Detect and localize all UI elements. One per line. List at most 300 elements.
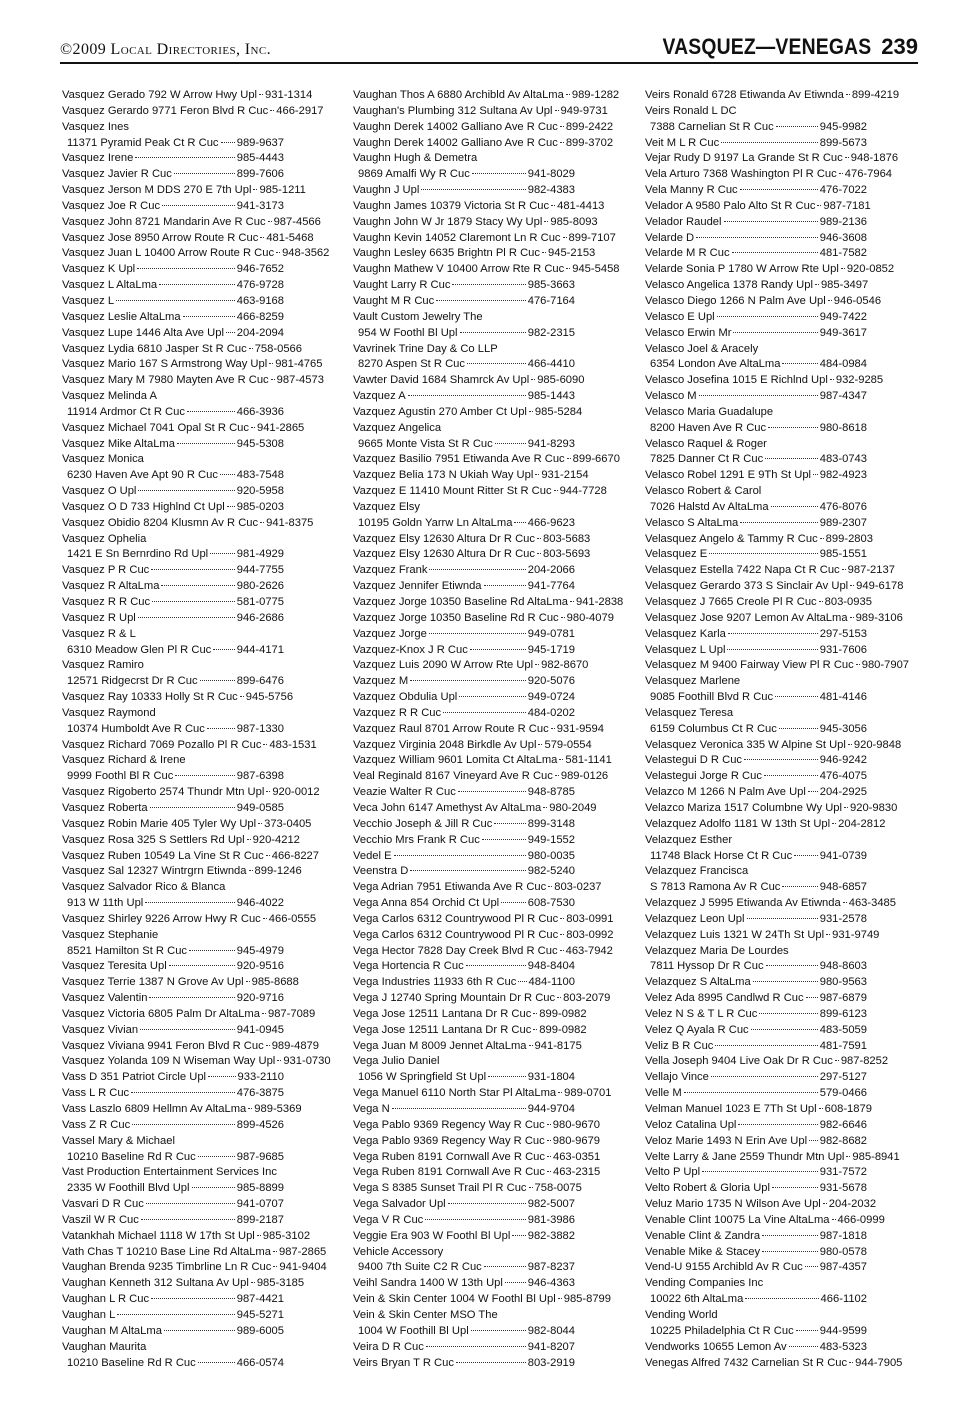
listing-phone: 985-1211 bbox=[259, 184, 306, 197]
listing-phone: 980-2626 bbox=[236, 580, 284, 593]
dot-leader bbox=[817, 205, 821, 206]
listing-name: Vazquez Frank bbox=[353, 564, 428, 577]
listing-entry bbox=[353, 864, 575, 880]
listing-name: Vazquez R R Cuc bbox=[353, 706, 442, 719]
listing-name: Velez Q Ayala R Cuc bbox=[645, 1023, 749, 1036]
dot-leader bbox=[192, 1187, 235, 1188]
listing-name: Vazquez Belia 173 N Ukiah Way Upl bbox=[353, 469, 534, 482]
dot-leader bbox=[159, 284, 235, 285]
listing-name: Velazquez Esther bbox=[645, 833, 733, 846]
listing-name: Velarde D bbox=[645, 231, 695, 244]
listing-phone: 463-7942 bbox=[565, 944, 613, 957]
dot-leader bbox=[271, 379, 275, 380]
dot-leader bbox=[699, 395, 818, 396]
listing-name: Vega Ruben 8191 Cornwall Ave R Cuc bbox=[353, 1166, 545, 1179]
dot-leader bbox=[544, 221, 548, 222]
dot-leader bbox=[518, 981, 526, 982]
listing-phone: 579-0466 bbox=[819, 1087, 867, 1100]
dot-leader bbox=[856, 664, 860, 665]
dot-leader bbox=[253, 189, 257, 190]
listing-name: Vaughan Kenneth 312 Sultana Av Upl bbox=[62, 1277, 249, 1290]
dot-leader bbox=[221, 142, 235, 143]
listing-name: Vega Hortencia R Cuc bbox=[353, 960, 464, 973]
listing-heading bbox=[353, 1245, 575, 1261]
listing-phone: 982-5007 bbox=[527, 1198, 575, 1211]
listing-heading bbox=[645, 1276, 867, 1292]
dot-leader bbox=[505, 1282, 526, 1283]
listing-name: Vending Companies Inc bbox=[645, 1277, 764, 1290]
listing-name: Velastegui D R Cuc bbox=[645, 754, 743, 767]
dot-leader bbox=[175, 775, 234, 776]
listing-phone: 941-0945 bbox=[236, 1023, 284, 1036]
listing-phone: 989-3106 bbox=[855, 611, 903, 624]
dot-leader bbox=[547, 1140, 551, 1141]
dot-leader bbox=[448, 1203, 526, 1204]
dot-leader bbox=[849, 1362, 853, 1363]
listing-phone: 484-0984 bbox=[819, 358, 867, 371]
listing-name: Velle M bbox=[645, 1087, 682, 1100]
dot-leader bbox=[227, 506, 235, 507]
listing-name: Vaught Larry R Cuc bbox=[353, 279, 451, 292]
dot-leader bbox=[702, 1171, 818, 1172]
listing-heading bbox=[645, 1308, 867, 1324]
dot-leader bbox=[772, 1187, 818, 1188]
listing-phone: 476-8076 bbox=[819, 500, 867, 513]
listing-name: Vazquez Basilio 7951 Etiwanda Ave R Cuc bbox=[353, 453, 565, 466]
listing-name: Vasquez Obidio 8204 Klusmn Av R Cuc bbox=[62, 516, 259, 529]
listing-name: Vazquez E 11410 Mount Ritter St R Cuc bbox=[353, 485, 552, 498]
dot-leader bbox=[138, 617, 235, 618]
listing-entry bbox=[62, 500, 284, 516]
listing-phone: 204-2812 bbox=[838, 817, 886, 830]
dot-leader bbox=[839, 173, 843, 174]
listing-entry bbox=[645, 1165, 867, 1181]
dot-leader bbox=[151, 569, 234, 570]
listing-entry bbox=[353, 1118, 601, 1134]
listing-name: Vaughan Brenda 9235 Timbrline Ln R Cuc bbox=[62, 1261, 272, 1274]
listing-entry bbox=[353, 405, 583, 421]
dot-leader bbox=[782, 886, 817, 887]
dot-leader bbox=[268, 221, 272, 222]
dot-leader bbox=[850, 617, 854, 618]
listing-name: Vega Carlos 6312 Countrywood Pl R Cuc bbox=[353, 912, 559, 925]
dot-leader bbox=[220, 474, 235, 475]
page-title: VASQUEZ—VENEGAS bbox=[662, 34, 872, 59]
listing-name: Venegas Alfred 7432 Carnelian St R Cuc bbox=[645, 1356, 848, 1369]
dot-leader bbox=[514, 522, 525, 523]
listing-name: Velazco M 1266 N Palm Ave Upl bbox=[645, 786, 806, 799]
dot-leader bbox=[843, 902, 847, 903]
listing-name: Velastegui Jorge R Cuc bbox=[645, 770, 762, 783]
listing-column-1 bbox=[62, 88, 331, 1371]
listing-entry bbox=[645, 1039, 867, 1055]
dot-leader bbox=[826, 934, 830, 935]
listing-name: 1004 W Foothill Bl Upl bbox=[358, 1324, 469, 1337]
listing-name: Vasquez Jerson M DDS 270 E 7th Upl bbox=[62, 184, 252, 197]
listing-name: Veloz Marie 1493 N Erin Ave Upl bbox=[645, 1134, 808, 1147]
listing-name: 9665 Monte Vista St R Cuc bbox=[358, 437, 493, 450]
listing-entry bbox=[645, 769, 867, 785]
listing-entry bbox=[645, 1229, 867, 1245]
listing-phone: 899-0982 bbox=[539, 1007, 587, 1020]
listing-entry bbox=[62, 1150, 284, 1166]
listing-name: Vaszil W R Cuc bbox=[62, 1213, 139, 1226]
listing-phone: 803-2919 bbox=[527, 1356, 575, 1369]
dot-leader bbox=[247, 839, 251, 840]
dot-leader bbox=[820, 538, 824, 539]
listing-name: Vega Jose 12511 Lantana Dr R Cuc bbox=[353, 1023, 532, 1036]
listing-entry bbox=[645, 1102, 872, 1118]
listing-entry bbox=[353, 199, 605, 215]
dot-leader bbox=[567, 458, 571, 459]
listing-name: Vasquez R AltaLma bbox=[62, 580, 160, 593]
listing-phone: 463-9168 bbox=[236, 294, 284, 307]
dot-leader bbox=[152, 601, 235, 602]
listing-entry bbox=[353, 516, 575, 532]
listing-phone: 476-7164 bbox=[527, 294, 575, 307]
listing-entry bbox=[62, 1276, 305, 1292]
listing-phone: 941-8029 bbox=[527, 168, 575, 181]
listing-name: Velazquez Francisca bbox=[645, 865, 749, 878]
listing-name: Venable Clint 10075 La Vine AltaLma bbox=[645, 1213, 830, 1226]
listing-name: Vasquez Michael 7041 Opal St R Cuc bbox=[62, 421, 249, 434]
listing-phone: 899-4219 bbox=[851, 89, 900, 101]
dot-leader bbox=[460, 332, 526, 333]
dot-leader bbox=[724, 221, 818, 222]
listing-phone: 946-0546 bbox=[833, 294, 882, 307]
dot-leader bbox=[551, 728, 555, 729]
listing-phone: 899-2422 bbox=[565, 120, 614, 133]
listing-phone: 948-8603 bbox=[819, 960, 867, 973]
dot-leader bbox=[554, 490, 558, 491]
listing-phone: 987-1818 bbox=[819, 1229, 867, 1242]
listing-name: Veihl Sandra 1400 W 13th Upl bbox=[353, 1277, 503, 1290]
listing-name: Vasvari D R Cuc bbox=[62, 1198, 144, 1211]
listing-entry bbox=[353, 88, 620, 104]
listing-entry bbox=[645, 928, 880, 944]
listing-entry bbox=[62, 864, 302, 880]
dot-leader bbox=[145, 902, 234, 903]
listing-heading bbox=[62, 532, 284, 548]
listing-name: Vega Pablo 9369 Regency Way R Cuc bbox=[353, 1134, 545, 1147]
listing-phone: 920-9848 bbox=[853, 738, 902, 751]
listing-entry bbox=[353, 579, 575, 595]
listing-phone: 949-0724 bbox=[527, 691, 575, 704]
listing-phone: 946-2686 bbox=[236, 611, 284, 624]
listing-phone: 949-7422 bbox=[819, 310, 867, 323]
listing-name: Vega J 12740 Spring Mountain Dr R Cuc bbox=[353, 992, 556, 1005]
listing-entry bbox=[62, 1260, 327, 1276]
dot-leader bbox=[759, 1013, 817, 1014]
listing-entry bbox=[353, 468, 589, 484]
listing-entry bbox=[353, 833, 575, 849]
page-number: 239 bbox=[881, 34, 918, 59]
listing-phone: 758-0075 bbox=[534, 1182, 582, 1195]
listing-entry bbox=[353, 595, 624, 611]
listing-name: 9999 Foothl Bl R Cuc bbox=[67, 770, 174, 783]
listing-phone: 987-4566 bbox=[273, 215, 321, 228]
listing-phone: 803-5683 bbox=[543, 532, 591, 545]
listing-heading bbox=[62, 1134, 284, 1150]
listing-entry bbox=[353, 991, 611, 1007]
listing-phone: 941-8375 bbox=[266, 516, 314, 529]
listing-entry bbox=[62, 1086, 284, 1102]
dot-leader bbox=[258, 823, 262, 824]
listing-phone: 476-3875 bbox=[236, 1087, 284, 1100]
listing-entry bbox=[645, 231, 867, 247]
listing-entry bbox=[62, 262, 284, 278]
dot-leader bbox=[529, 1187, 533, 1188]
dot-leader bbox=[548, 886, 552, 887]
dot-leader bbox=[240, 696, 244, 697]
dot-leader bbox=[116, 300, 235, 301]
listing-phone: 980-0578 bbox=[819, 1245, 867, 1258]
dot-leader bbox=[809, 1140, 818, 1141]
listing-entry bbox=[645, 658, 910, 674]
listing-entry bbox=[645, 785, 867, 801]
listing-phone: 945-2153 bbox=[548, 247, 596, 260]
listing-entry bbox=[353, 1292, 611, 1308]
listing-entry bbox=[353, 1086, 612, 1102]
dot-leader bbox=[696, 237, 818, 238]
listing-entry bbox=[62, 643, 284, 659]
dot-leader bbox=[501, 902, 526, 903]
listing-name: Vega Pablo 9369 Regency Way R Cuc bbox=[353, 1118, 545, 1131]
listing-name: Vasquez Teresita Upl bbox=[62, 960, 167, 973]
listing-entry bbox=[645, 262, 895, 278]
listing-phone: 920-9716 bbox=[236, 992, 284, 1005]
listing-phone: 920-5958 bbox=[236, 485, 284, 498]
listing-name: Velasquez Veronica 335 W Alpine St Upl bbox=[645, 738, 846, 751]
listing-entry bbox=[62, 1181, 284, 1197]
dot-leader bbox=[177, 443, 235, 444]
listing-name: Velasco Diego 1266 N Palm Ave Upl bbox=[645, 294, 826, 307]
listing-name: Vega N bbox=[353, 1103, 390, 1115]
listing-entry bbox=[645, 1197, 877, 1213]
listing-entry bbox=[645, 1086, 867, 1102]
dot-leader bbox=[848, 744, 852, 745]
dot-leader bbox=[558, 1298, 562, 1299]
dot-leader bbox=[727, 649, 817, 650]
listing-heading bbox=[645, 833, 867, 849]
listing-entry bbox=[353, 944, 613, 960]
dot-leader bbox=[266, 791, 270, 792]
listing-entry bbox=[62, 817, 312, 833]
dot-leader bbox=[535, 664, 539, 665]
listing-name: Vega Manuel 6110 North Star Pl AltaLma bbox=[353, 1087, 557, 1100]
listing-phone: 466-4410 bbox=[527, 358, 575, 371]
listing-phone: 948-8404 bbox=[527, 960, 575, 973]
listing-name: Vaughn J Upl bbox=[353, 184, 420, 197]
listing-entry bbox=[645, 975, 867, 991]
listing-name: Vaughn Mathew V 10400 Arrow Rte R Cuc bbox=[353, 263, 565, 276]
listing-name: Vasquez Irene bbox=[62, 152, 134, 165]
listing-phone: 945-5458 bbox=[572, 263, 620, 276]
listing-name: Vasquez Juan L 10400 Arrow Route R Cuc bbox=[62, 247, 275, 260]
listing-name: 913 W 11th Upl bbox=[67, 897, 144, 910]
listing-heading bbox=[62, 389, 284, 405]
listing-phone: 949-6178 bbox=[856, 580, 904, 593]
listing-entry bbox=[62, 516, 314, 532]
dot-leader bbox=[251, 1282, 255, 1283]
listing-entry bbox=[62, 1324, 284, 1340]
listing-phone: 980-0035 bbox=[527, 849, 575, 862]
listing-phone: 945-5756 bbox=[245, 691, 294, 704]
listing-name: Vazquez Jorge bbox=[353, 627, 427, 640]
listing-name: Vega Hector 7828 Day Creek Blvd R Cuc bbox=[353, 944, 558, 957]
dot-leader bbox=[537, 553, 541, 554]
dot-leader bbox=[273, 1266, 277, 1267]
dot-leader bbox=[260, 237, 264, 238]
listing-phone: 944-9599 bbox=[819, 1324, 867, 1337]
dot-leader bbox=[751, 1029, 818, 1030]
listing-name: Vaughn Derek 14002 Galliano Ave R Cuc bbox=[353, 120, 558, 133]
listing-name: Veirs Ronald L DC bbox=[645, 104, 737, 117]
listing-phone: 948-3562 bbox=[282, 247, 330, 260]
listing-name: Vehicle Accessory bbox=[353, 1245, 444, 1258]
listing-name: Vass D 351 Patriot Circle Upl bbox=[62, 1071, 207, 1084]
listing-name: Vasquez Valentin bbox=[62, 992, 148, 1005]
listing-entry bbox=[353, 1007, 587, 1023]
listing-phone: 944-4171 bbox=[236, 643, 284, 656]
dot-leader bbox=[117, 1314, 234, 1315]
dot-leader bbox=[248, 1108, 252, 1109]
listing-name: Velazquez Maria De Lourdes bbox=[645, 944, 789, 957]
listing-entry bbox=[645, 1134, 867, 1150]
listing-entry bbox=[645, 753, 867, 769]
listing-entry bbox=[62, 1245, 327, 1261]
listing-name: Velador A 9580 Palo Alto St R Cuc bbox=[645, 199, 816, 212]
listing-phone: 945-5308 bbox=[236, 437, 284, 450]
listing-heading bbox=[645, 405, 867, 421]
dot-leader bbox=[715, 1045, 817, 1046]
listing-name: Velazquez Leon Upl bbox=[645, 912, 745, 925]
listing-phone: 981-4929 bbox=[236, 548, 284, 561]
listing-name: Vecchio Joseph & Jill R Cuc bbox=[353, 817, 493, 830]
dot-leader bbox=[137, 268, 235, 269]
listing-phone: 204-2925 bbox=[819, 786, 867, 799]
listing-heading bbox=[353, 500, 575, 516]
listing-name: Veira D R Cuc bbox=[353, 1340, 424, 1353]
listing-name: Vein & Skin Center 1004 W Foothl Bl Upl bbox=[353, 1293, 556, 1306]
listing-phone: 989-4879 bbox=[271, 1039, 319, 1052]
dot-leader bbox=[775, 696, 818, 697]
listing-phone: 931-7606 bbox=[819, 643, 867, 656]
listing-phone: 608-1879 bbox=[824, 1103, 872, 1115]
listing-phone: 945-4979 bbox=[236, 944, 284, 957]
listing-name: Veal Reginald 8167 Vineyard Ave R Cuc bbox=[353, 770, 553, 783]
dot-leader bbox=[484, 585, 526, 586]
listing-entry bbox=[62, 468, 284, 484]
listing-entry bbox=[62, 944, 284, 960]
dot-leader bbox=[842, 569, 846, 570]
listing-heading bbox=[645, 674, 867, 690]
dot-leader bbox=[408, 395, 526, 396]
listing-name: Vasquez Ines bbox=[62, 120, 129, 133]
dot-leader bbox=[249, 870, 253, 871]
listing-entry bbox=[645, 547, 867, 563]
dot-leader bbox=[740, 522, 817, 523]
listing-column-3 bbox=[645, 88, 910, 1371]
listing-phone: 466-3936 bbox=[236, 405, 284, 418]
listing-phone: 982-4383 bbox=[527, 184, 575, 197]
listing-phone: 985-3663 bbox=[527, 279, 575, 292]
listing-entry bbox=[353, 1197, 575, 1213]
listing-name: Velasco Maria Guadalupe bbox=[645, 405, 774, 418]
listing-entry bbox=[62, 959, 284, 975]
dot-leader bbox=[846, 94, 850, 95]
listing-name: Vasquez Victoria 6805 Palm Dr AltaLma bbox=[62, 1007, 260, 1020]
listing-entry bbox=[62, 231, 314, 247]
listing-name: Vasquez Viviana 9941 Feron Blvd R Cuc bbox=[62, 1039, 264, 1052]
listing-phone: 941-8207 bbox=[527, 1340, 575, 1353]
listing-entry bbox=[353, 769, 609, 785]
listing-column-2 bbox=[353, 88, 624, 1371]
listing-phone: 985-5284 bbox=[534, 405, 583, 418]
listing-entry bbox=[645, 722, 867, 738]
publisher-credit: ©2009 Local Directories, Inc. bbox=[60, 41, 271, 58]
dot-leader bbox=[543, 807, 547, 808]
listing-entry bbox=[645, 516, 867, 532]
listing-name: Vega Jose 12511 Lantana Dr R Cuc bbox=[353, 1007, 532, 1020]
listing-entry bbox=[645, 151, 899, 167]
listing-entry bbox=[645, 896, 896, 912]
listing-entry bbox=[62, 310, 284, 326]
listing-name: Vedel E bbox=[353, 849, 392, 862]
dot-leader bbox=[566, 268, 570, 269]
listing-phone: 466-1102 bbox=[820, 1293, 867, 1306]
listing-entry bbox=[645, 579, 904, 595]
listing-entry bbox=[645, 500, 867, 516]
listing-name: 6230 Haven Ave Apt 90 R Cuc bbox=[67, 469, 218, 482]
listing-name: 7026 Halstd Av AltaLma bbox=[650, 500, 769, 513]
listing-name: Veirs Bryan T R Cuc bbox=[353, 1356, 454, 1369]
listing-entry bbox=[62, 975, 299, 991]
dot-leader bbox=[198, 1156, 235, 1157]
listing-name: Veirs Ronald 6728 Etiwanda Av Etiwnda bbox=[645, 89, 844, 101]
listing-phone: 949-0585 bbox=[236, 801, 284, 814]
listing-phone: 931-2154 bbox=[541, 469, 589, 482]
listing-phone: 944-7755 bbox=[236, 564, 284, 577]
dot-leader bbox=[249, 348, 253, 349]
dot-leader bbox=[140, 1029, 235, 1030]
listing-name: Vaughan Thos A 6880 Archibld Av AltaLma bbox=[353, 89, 564, 101]
listing-name: Velto P Upl bbox=[645, 1166, 701, 1179]
listing-name: 11748 Black Horse Ct R Cuc bbox=[650, 849, 793, 862]
listing-name: Velazquez Adolfo 1181 W 13th St Upl bbox=[645, 817, 831, 830]
dot-leader bbox=[560, 126, 564, 127]
listing-entry bbox=[353, 801, 597, 817]
listing-phone: 931-1314 bbox=[265, 89, 313, 101]
listing-name: Vending World bbox=[645, 1308, 718, 1321]
listing-name: Velarde M R Cuc bbox=[645, 247, 730, 260]
listing-entry bbox=[62, 912, 317, 928]
listing-entry bbox=[62, 722, 284, 738]
listing-name: Vazquez Jorge 10350 Baseline Rd AltaLma bbox=[353, 596, 568, 608]
listing-entry bbox=[645, 643, 867, 659]
listing-name: Vazquez Luis 2090 W Arrow Rte Upl bbox=[353, 659, 534, 672]
listing-entry bbox=[353, 357, 575, 373]
dot-leader bbox=[161, 585, 234, 586]
dot-leader bbox=[733, 332, 817, 333]
dot-leader bbox=[747, 918, 818, 919]
dot-leader bbox=[558, 1092, 562, 1093]
dot-leader bbox=[266, 1045, 270, 1046]
listing-phone: 948-6857 bbox=[819, 881, 867, 894]
listing-entry bbox=[62, 437, 284, 453]
listing-name: Vast Production Entertainment Services Inc bbox=[62, 1166, 277, 1179]
listing-entry bbox=[353, 215, 598, 231]
